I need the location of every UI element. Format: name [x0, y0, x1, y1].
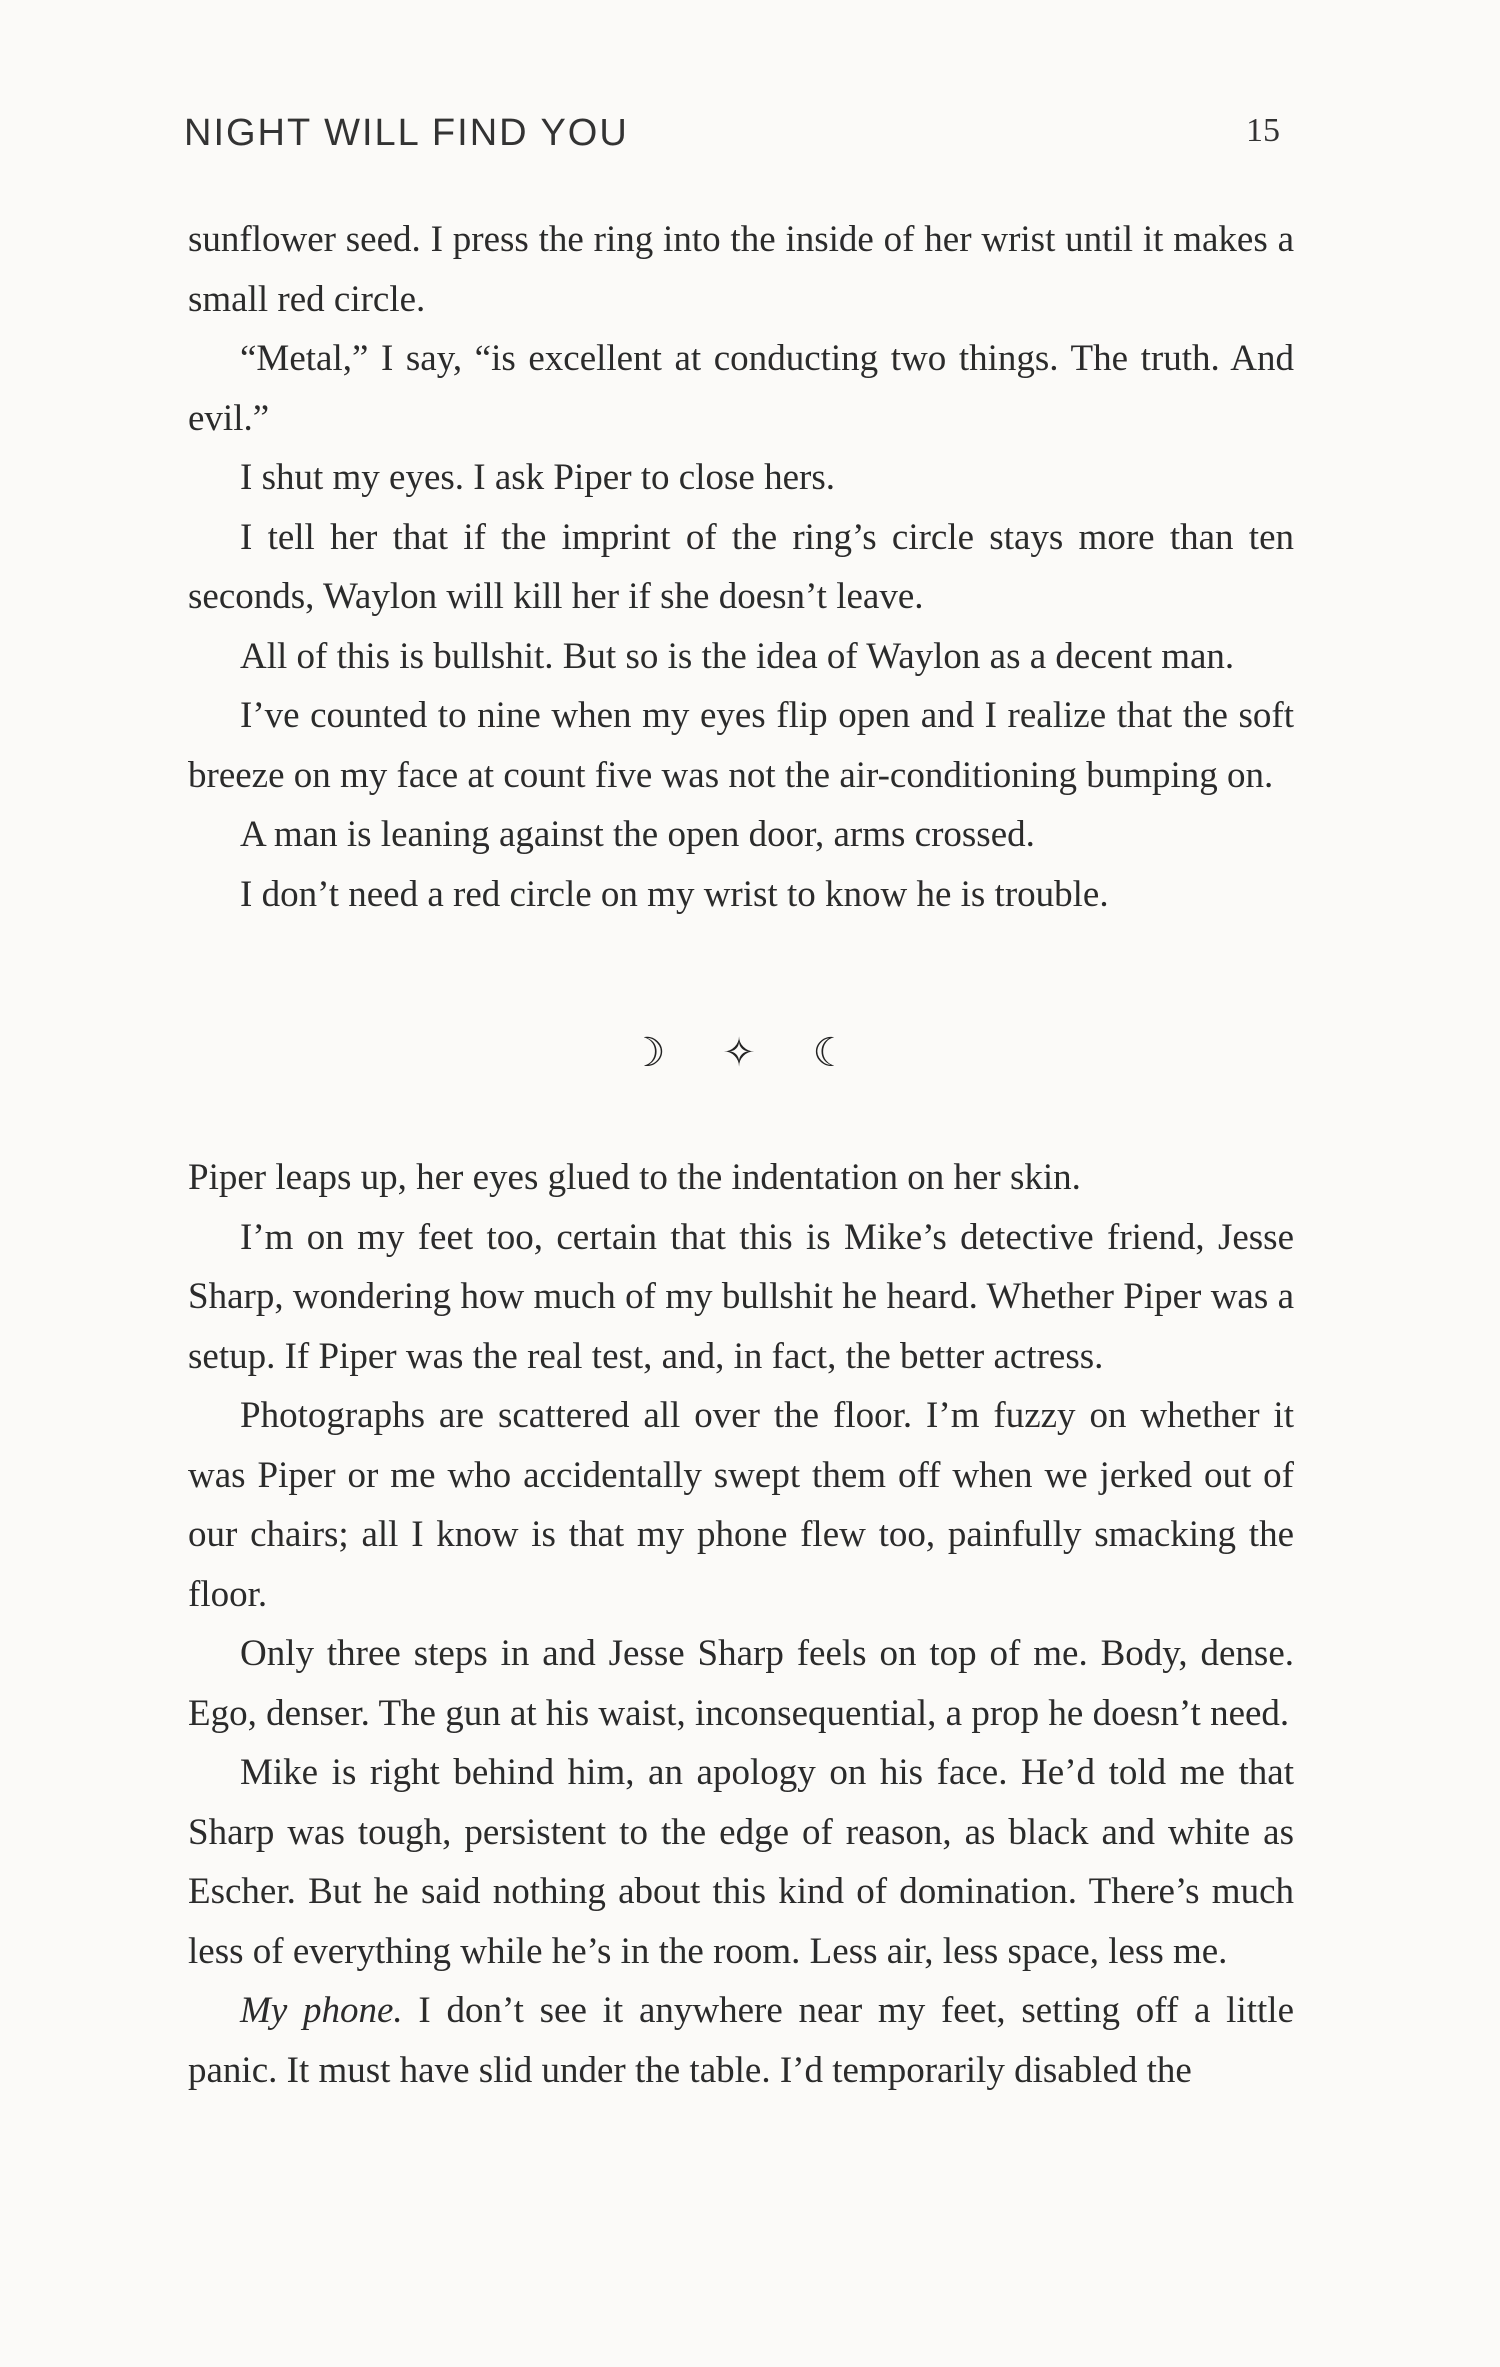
paragraph: Photographs are scattered all over the floor. I’m fuzzy on whether it was Piper or me who accidentally swept them off when we jerked out of our chairs; all I know is that my phone flew too, painfully smacking the floor. [188, 1395, 1294, 1615]
paragraph: A man is leaning against the open door, arms crossed. [240, 814, 1035, 855]
paragraph: I tell her that if the imprint of the ring’s circle stays more than ten seconds, Waylon will kill her if she doesn’t leave. [188, 516, 1294, 617]
paragraph-rest: I don’t see it anywhere near my feet, setting off a little panic. It must have slid under the table. I’d temporarily disabled the [188, 1990, 1294, 2091]
running-title: NIGHT WILL FIND YOU [184, 112, 629, 154]
page-number: 15 [1246, 112, 1280, 149]
paragraph: Mike is right behind him, an apology on his face. He’d told me that Sharp was tough, persistent to the edge of reason, as black and white as Escher. But he said nothing about this kind of domination. There’s much less of everything while he’s in the room. Less air, less space, less me. [188, 1752, 1294, 1972]
text-block-1 [188, 210, 1294, 924]
paragraph: Piper leaps up, her eyes glued to the indentation on her skin. [188, 1157, 1081, 1198]
paragraph: I’m on my feet too, certain that this is Mike’s detective friend, Jesse Sharp, wondering how much of my bullshit he heard. Whether Piper was a setup. If Piper was the real test, and, in fact, the better actress. [188, 1216, 1294, 1377]
paragraph: I don’t need a red circle on my wrist to know he is trouble. [240, 873, 1109, 915]
paragraph: “Metal,” I say, “is excellent at conducting two things. The truth. And evil.” [188, 338, 1294, 439]
paragraph: Only three steps in and Jesse Sharp feels on top of me. Body, dense. Ego, denser. The gun at his waist, inconsequential, a prop he doesn’t need. [188, 1633, 1294, 1734]
italic-lead: My phone. [240, 1990, 403, 2031]
paragraph: I shut my eyes. I ask Piper to close hers. [240, 457, 835, 498]
paragraph: sunflower seed. I press the ring into the inside of her wrist until it makes a small red circle. [188, 219, 1294, 320]
paragraph: I’ve counted to nine when my eyes flip open and I realize that the soft breeze on my face at count five was not the air-conditioning bumping on. [188, 695, 1294, 796]
text-block-2 [188, 1148, 1294, 2100]
paragraph: All of this is bullshit. But so is the idea of Waylon as a decent man. [240, 635, 1235, 677]
paragraph-last [188, 1981, 1294, 2100]
section-break-ornament: ☽ ✧ ☾ [629, 1030, 871, 1076]
